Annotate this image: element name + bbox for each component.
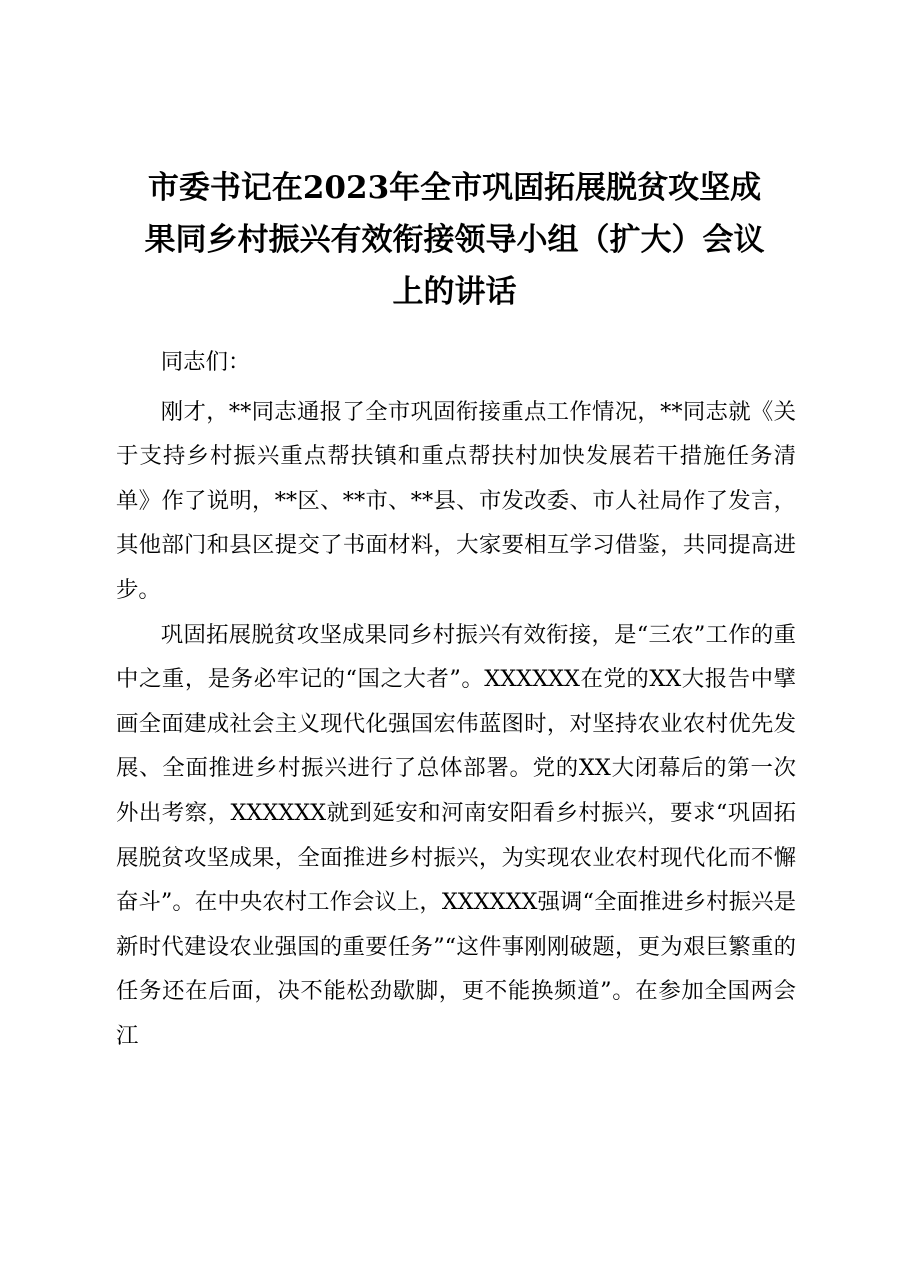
title-line-1: 市委书记在2023年全市巩固拓展脱贫攻坚成 <box>147 170 762 206</box>
paragraph-2: 巩固拓展脱贫攻坚成果同乡村振兴有效衔接，是“三农”工作的重中之重，是务必牢记的“国之大者”。XXXXXX在党的XX大报告中擘画全面建成社会主义现代化强国宏伟蓝图时，对坚持农业农村优先发展、全面推进乡村振兴进行了总体部署。党的XX大闭幕后的第一次外出考察，XXXXXX就到延安和河南安阳看乡村振兴，要求“巩固拓展脱贫攻坚成果，全面推进乡村振兴，为实现农业农村现代化而不懈奋斗”。在中央农村工作会议上，XXXXXX强调“全面推进乡村振兴是新时代建设农业强国的重要任务”“这件事刚刚破题，更为艰巨繁重的任务还在后面，决不能松劲歇脚，更不能换频道”。在参加全国两会江 <box>116 621 796 1049</box>
salutation: 同志们： <box>160 349 251 375</box>
paragraph-1: 刚才，**同志通报了全市巩固衔接重点工作情况，**同志就《关于支持乡村振兴重点帮扶镇和重点帮扶村加快发展若干措施任务清单》作了说明，**区、**市、**县、市发改委、市人社局作了发言，其他部门和县区提交了书面材料，大家要相互学习借鉴，共同提高进步。 <box>116 398 796 603</box>
document-body <box>116 340 796 1059</box>
document-title <box>100 162 809 318</box>
title-line-3: 上的讲话 <box>392 274 517 310</box>
title-line-2: 果同乡村振兴有效衔接领导小组（扩大）会议 <box>144 222 765 258</box>
